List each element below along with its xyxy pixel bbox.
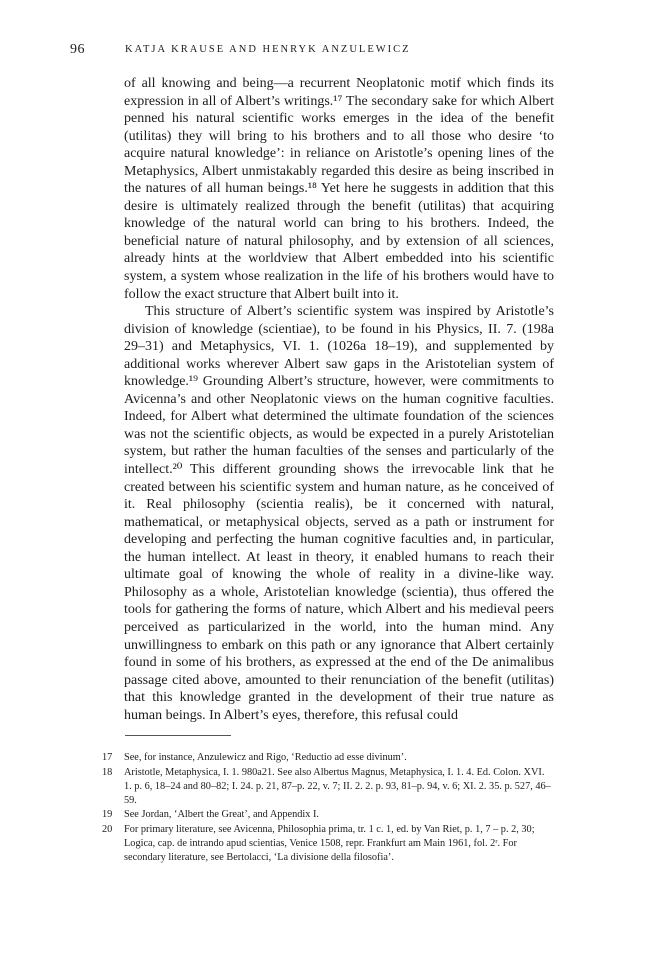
footnote-number: 19 [102,809,113,821]
footnote-rule [125,735,231,736]
paragraph: This structure of Albert’s scientific system was inspired by Aristotle’s division of knowledge (scientiae), to be found in his Physics, II. 7. (198a 29–31) and Metaphysics, VI. 1. (1026a 18–19), and supplemented by additional works wherever Albert saw gaps in the Aristotelian system of knowledge.¹⁹ Grounding Albert’s structure, however, were commitments to Avicenna’s and other Neoplatonic views on the human cognitive faculties. Indeed, for Albert what determined the ultimate foundation of the sciences was not the scientific objects, as would be expected in a purely Aristotelian system, but rather the human faculties of the senses and particularly of the intellect.²⁰ This different grounding shows the irrevocable link that he created between his scientific system and human nature, as he conceived of it. Real philosophy (scientia realis), be it concerned with natural, mathematical, or metaphysical objects, served as a path or instrument for developing and perfecting the human cognitive faculties and, in particular, the human intellect. At least in theory, it enabled humans to reach their ultimate goal of knowing the whole of reality in a divine-like way. Philosophy as a whole, Aristotelian knowledge (scientia), thus offered the tools for gathering the forms of nature, which Albert and his medieval peers perceived as particularized in the world, into the human mind. Any unwillingness to embark on this path or any ignorance that Albert certainly found in some of his brothers, as expressed at the end of the De animalibus passage cited above, amounted to their renunciation of the benefit (utilitas) that this knowledge granted in the development of their true nature as human beings. In Albert’s eyes, therefore, this refusal could [124,304,554,723]
footnote [102,823,554,865]
page-number: 96 [70,42,85,57]
footnote [102,766,554,808]
footnote-text: For primary literature, see Avicenna, Philosophia prima, tr. 1 c. 1, ed. by Van Riet, p. 1, 7 – p. 2, 30; Logica, cap. de intrando apud scientias, Venice 1508, repr. Frankfurt am Main 1961, fol. 2ʳ. For secondary literature, see Bertolacci, ‘La divisione della filosofia’. [124,823,535,864]
footnote-text: See, for instance, Anzulewicz and Rigo, ‘Reductio ad esse divinum’. [124,752,407,763]
footnote-number: 20 [102,823,113,835]
paragraph: of all knowing and being—a recurrent Neoplatonic motif which finds its expression in all of Albert’s writings.¹⁷ The secondary sake for which Albert penned his natural scientific works emerges in the idea of the benefit (utilitas) they will bring to his brothers and to all those who desire ‘to acquire natural knowledge’: in reliance on Aristotle’s opening lines of the Metaphysics, Albert unmistakably regarded this desire as being inscribed in the natures of all human beings.¹⁸ Yet here he suggests in addition that this desire is ultimately realized through the benefit (utilitas) that acquiring knowledge of the natural world can bring to his brothers. Indeed, the beneficial nature of natural philosophy, and by extension of all sciences, already hints at the worldview that Albert embedded into his scientific system, a system whose realization in the life of his brothers would have to follow the exact structure that Albert built into it. [124,76,554,302]
footnote-text: Aristotle, Metaphysica, I. 1. 980a21. See also Albertus Magnus, Metaphysica, I. 1. 4. Ed. Colon. XVI. 1. p. 6, 18–24 and 80–82; I. 24. p. 21, 87–p. 22, v. 7; II. 2. 2. p. 93, 81–p. 94, v. 6; XI. 2. 35. p. 527, 46–59. [124,766,551,806]
footnote-number: 18 [102,766,113,778]
footnote [102,808,554,822]
footnote-number: 17 [102,752,113,763]
footnote-text: See Jordan, ‘Albert the Great’, and Appendix I. [124,809,320,821]
footnote [102,751,554,765]
body-text [124,75,554,724]
footnotes [102,751,554,866]
page-header [0,42,650,62]
running-head: KATJA KRAUSE AND HENRYK ANZULEWICZ [125,44,411,55]
